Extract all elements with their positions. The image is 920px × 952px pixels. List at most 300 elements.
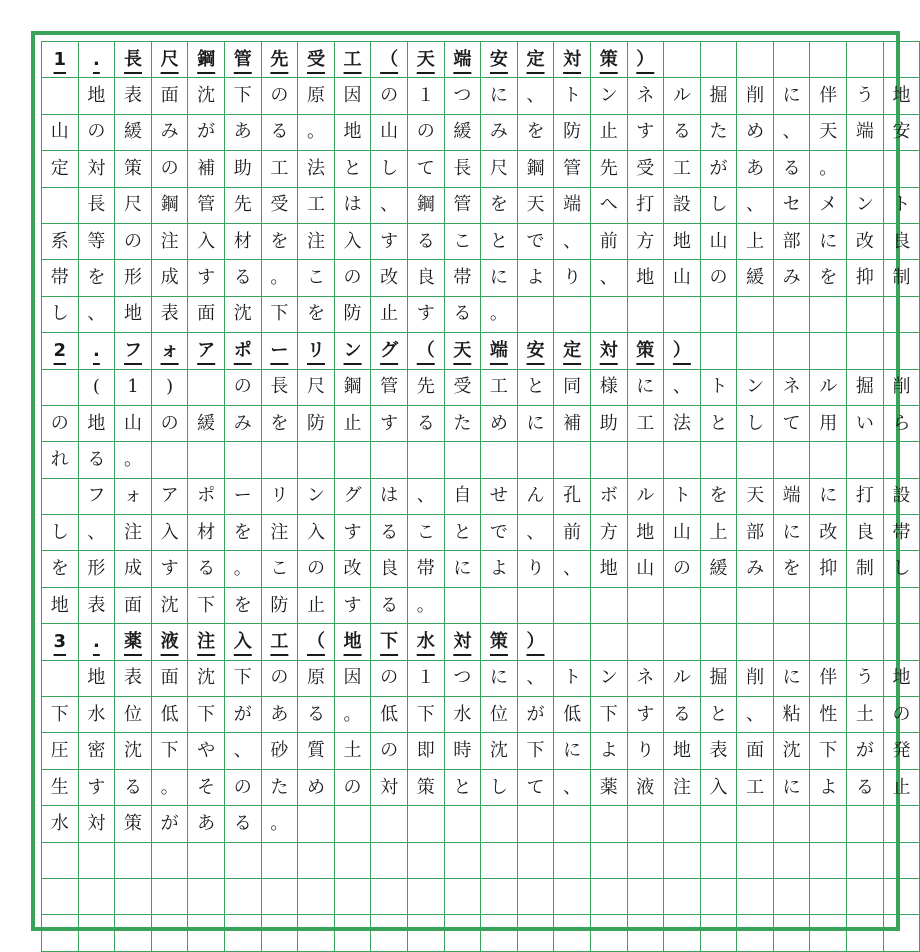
grid-cell: 鋼 [152, 188, 189, 224]
grid-cell: 制 [847, 551, 884, 587]
heading-cell: 1 [42, 42, 79, 78]
grid-cell [335, 806, 372, 842]
grid-cell: 鋼 [518, 151, 555, 187]
grid-cell: 上 [701, 515, 738, 551]
grid-cell: 。 [152, 770, 189, 806]
grid-cell: 良 [847, 515, 884, 551]
grid-cell: す [79, 770, 116, 806]
grid-cell: 止 [298, 588, 335, 624]
grid-cell [810, 442, 847, 478]
grid-cell: る [408, 406, 445, 442]
grid-cell [371, 442, 408, 478]
grid-cell [737, 879, 774, 915]
grid-cell [847, 915, 884, 951]
grid-cell: 策 [408, 770, 445, 806]
grid-cell [42, 915, 79, 951]
grid-cell: 長 [79, 188, 116, 224]
heading-cell [884, 42, 920, 78]
grid-cell: る [225, 806, 262, 842]
heading-cell: グ [371, 333, 408, 369]
grid-cell: し [701, 188, 738, 224]
grid-cell: 改 [847, 224, 884, 260]
grid-cell: 、 [371, 188, 408, 224]
grid-cell: に [774, 770, 811, 806]
grid-cell: 管 [554, 151, 591, 187]
grid-cell [664, 806, 701, 842]
grid-cell: ( [79, 370, 116, 406]
grid-cell: 防 [298, 406, 335, 442]
grid-cell: 沈 [115, 733, 152, 769]
manuscript-grid [41, 41, 920, 952]
grid-cell: 下 [188, 588, 225, 624]
grid-cell [554, 879, 591, 915]
grid-cell: 管 [371, 370, 408, 406]
grid-cell [298, 442, 335, 478]
heading-cell: 下 [371, 624, 408, 660]
grid-cell: 方 [591, 515, 628, 551]
heading-cell [701, 333, 738, 369]
grid-cell [42, 661, 79, 697]
grid-cell: 下 [42, 697, 79, 733]
grid-cell: が [847, 733, 884, 769]
grid-cell: し [42, 515, 79, 551]
grid-cell: ン [591, 661, 628, 697]
grid-cell: 防 [554, 115, 591, 151]
grid-cell: 面 [152, 78, 189, 114]
grid-cell: 掘 [701, 78, 738, 114]
grid-cell: 、 [554, 224, 591, 260]
grid-cell [774, 879, 811, 915]
grid-cell: 表 [115, 661, 152, 697]
grid-cell: に [445, 551, 482, 587]
grid-cell [518, 843, 555, 879]
grid-cell: 山 [701, 224, 738, 260]
grid-cell: よ [518, 260, 555, 296]
grid-cell [664, 843, 701, 879]
heading-cell [774, 333, 811, 369]
grid-cell [701, 915, 738, 951]
grid-cell: 、 [408, 479, 445, 515]
grid-cell: 入 [335, 224, 372, 260]
grid-cell [628, 297, 665, 333]
grid-cell [115, 843, 152, 879]
grid-cell [774, 843, 811, 879]
grid-cell [810, 806, 847, 842]
grid-cell: 先 [408, 370, 445, 406]
grid-cell: 良 [884, 224, 920, 260]
grid-cell: 薬 [591, 770, 628, 806]
grid-cell [445, 588, 482, 624]
grid-cell [152, 442, 189, 478]
grid-cell: 下 [408, 697, 445, 733]
grid-cell: 設 [664, 188, 701, 224]
grid-cell [701, 879, 738, 915]
grid-cell: し [371, 151, 408, 187]
grid-cell: れ [42, 442, 79, 478]
grid-cell: る [408, 224, 445, 260]
grid-cell: に [481, 260, 518, 296]
grid-cell: 策 [115, 806, 152, 842]
grid-cell: 。 [262, 260, 299, 296]
grid-cell: よ [810, 770, 847, 806]
grid-cell: の [884, 697, 920, 733]
grid-cell: み [481, 115, 518, 151]
grid-cell: に [810, 479, 847, 515]
grid-cell [408, 843, 445, 879]
grid-cell: た [262, 770, 299, 806]
heading-cell [847, 333, 884, 369]
grid-cell: 地 [79, 406, 116, 442]
grid-cell: の [335, 260, 372, 296]
grid-cell: た [701, 115, 738, 151]
grid-cell: と [335, 151, 372, 187]
grid-cell [774, 915, 811, 951]
grid-cell: は [335, 188, 372, 224]
grid-cell [225, 442, 262, 478]
heading-cell: 薬 [115, 624, 152, 660]
grid-cell: 鋼 [335, 370, 372, 406]
grid-cell: の [152, 406, 189, 442]
grid-cell: り [518, 551, 555, 587]
grid-cell: に [628, 370, 665, 406]
grid-cell [445, 442, 482, 478]
grid-cell: 先 [225, 188, 262, 224]
grid-cell: 帯 [884, 515, 920, 551]
grid-cell: の [408, 115, 445, 151]
grid-cell [42, 188, 79, 224]
grid-cell: あ [262, 697, 299, 733]
grid-cell: 原 [298, 78, 335, 114]
heading-cell: 工 [335, 42, 372, 78]
grid-cell [664, 442, 701, 478]
grid-cell: 因 [335, 661, 372, 697]
grid-cell [518, 588, 555, 624]
grid-cell: メ [810, 188, 847, 224]
grid-cell [335, 879, 372, 915]
grid-cell: 先 [591, 151, 628, 187]
grid-cell: 法 [298, 151, 335, 187]
grid-cell: そ [188, 770, 225, 806]
grid-cell: 低 [152, 697, 189, 733]
grid-cell: 管 [188, 188, 225, 224]
grid-cell: が [188, 115, 225, 151]
grid-cell [298, 806, 335, 842]
grid-cell: に [554, 733, 591, 769]
heading-cell: 3 [42, 624, 79, 660]
grid-cell [628, 843, 665, 879]
grid-cell [554, 297, 591, 333]
grid-cell [847, 151, 884, 187]
grid-cell: 受 [628, 151, 665, 187]
grid-cell: み [152, 115, 189, 151]
grid-cell [445, 915, 482, 951]
grid-cell: う [847, 661, 884, 697]
grid-cell: 定 [42, 151, 79, 187]
grid-cell [664, 297, 701, 333]
grid-cell: 受 [445, 370, 482, 406]
grid-cell [591, 879, 628, 915]
grid-cell: ル [664, 661, 701, 697]
grid-cell: 工 [628, 406, 665, 442]
grid-cell: 。 [408, 588, 445, 624]
heading-cell: 策 [628, 333, 665, 369]
grid-cell: 補 [188, 151, 225, 187]
grid-cell: 工 [664, 151, 701, 187]
grid-cell: の [664, 551, 701, 587]
grid-cell: う [847, 78, 884, 114]
grid-cell: 制 [884, 260, 920, 296]
grid-cell [554, 442, 591, 478]
heading-cell: フ [115, 333, 152, 369]
heading-cell: 2 [42, 333, 79, 369]
grid-cell: す [335, 515, 372, 551]
grid-cell: 表 [701, 733, 738, 769]
grid-cell: 、 [554, 770, 591, 806]
grid-cell: 用 [810, 406, 847, 442]
grid-cell [774, 588, 811, 624]
grid-cell: 止 [335, 406, 372, 442]
grid-cell: 沈 [481, 733, 518, 769]
grid-cell: の [79, 115, 116, 151]
grid-cell: に [481, 661, 518, 697]
grid-cell [628, 879, 665, 915]
grid-cell: 山 [371, 115, 408, 151]
grid-cell: 緩 [737, 260, 774, 296]
grid-cell [884, 915, 920, 951]
grid-cell [737, 915, 774, 951]
grid-cell: ル [664, 78, 701, 114]
grid-cell: 部 [737, 515, 774, 551]
grid-cell: み [225, 406, 262, 442]
grid-cell: 系 [42, 224, 79, 260]
grid-cell: 山 [664, 515, 701, 551]
grid-cell: 面 [737, 733, 774, 769]
grid-cell: 成 [152, 260, 189, 296]
grid-cell [481, 879, 518, 915]
grid-cell: を [262, 224, 299, 260]
grid-cell: 地 [42, 588, 79, 624]
grid-cell [188, 879, 225, 915]
grid-cell: が [701, 151, 738, 187]
grid-cell [810, 843, 847, 879]
grid-cell: 下 [225, 78, 262, 114]
heading-cell: 地 [335, 624, 372, 660]
grid-cell: 帯 [408, 551, 445, 587]
grid-cell: 水 [445, 697, 482, 733]
grid-cell: す [152, 551, 189, 587]
heading-cell [774, 624, 811, 660]
heading-cell: 天 [408, 42, 445, 78]
grid-cell: 良 [371, 551, 408, 587]
grid-cell [628, 806, 665, 842]
grid-cell: ル [810, 370, 847, 406]
grid-cell: 伴 [810, 661, 847, 697]
grid-cell: セ [774, 188, 811, 224]
grid-cell: 工 [481, 370, 518, 406]
grid-cell: 工 [737, 770, 774, 806]
grid-cell [628, 442, 665, 478]
grid-cell [371, 806, 408, 842]
grid-cell [701, 297, 738, 333]
grid-cell: 低 [554, 697, 591, 733]
grid-cell: る [115, 770, 152, 806]
grid-cell: 打 [628, 188, 665, 224]
grid-cell: 管 [445, 188, 482, 224]
grid-cell: て [408, 151, 445, 187]
grid-cell [884, 806, 920, 842]
grid-cell: に [774, 78, 811, 114]
grid-cell: る [298, 697, 335, 733]
grid-cell: 天 [810, 115, 847, 151]
grid-cell: 防 [335, 297, 372, 333]
grid-cell: 助 [225, 151, 262, 187]
heading-cell: リ [298, 333, 335, 369]
grid-cell [737, 843, 774, 879]
grid-cell: る [262, 115, 299, 151]
grid-cell [262, 442, 299, 478]
heading-cell [737, 333, 774, 369]
grid-cell: １ [408, 78, 445, 114]
grid-cell: ら [884, 406, 920, 442]
grid-cell: ボ [591, 479, 628, 515]
grid-cell: 長 [262, 370, 299, 406]
grid-cell: 、 [225, 733, 262, 769]
grid-cell [774, 297, 811, 333]
grid-cell: 緩 [701, 551, 738, 587]
grid-cell: を [481, 188, 518, 224]
grid-cell: 削 [737, 78, 774, 114]
grid-cell: 帯 [42, 260, 79, 296]
grid-cell: 防 [262, 588, 299, 624]
grid-cell [481, 806, 518, 842]
grid-cell: 面 [152, 661, 189, 697]
grid-cell: 対 [371, 770, 408, 806]
grid-cell: 端 [554, 188, 591, 224]
grid-cell: 地 [628, 260, 665, 296]
grid-cell: グ [335, 479, 372, 515]
grid-cell: し [884, 551, 920, 587]
grid-cell: 帯 [445, 260, 482, 296]
grid-cell: リ [262, 479, 299, 515]
grid-cell: り [628, 733, 665, 769]
grid-cell: が [518, 697, 555, 733]
grid-cell: す [188, 260, 225, 296]
grid-cell: す [371, 406, 408, 442]
heading-cell [737, 42, 774, 78]
grid-cell: ト [554, 661, 591, 697]
grid-cell: 入 [298, 515, 335, 551]
grid-cell: 。 [262, 806, 299, 842]
grid-cell: る [371, 588, 408, 624]
grid-cell [408, 915, 445, 951]
grid-cell: の [115, 224, 152, 260]
grid-cell: 地 [664, 733, 701, 769]
grid-cell [371, 843, 408, 879]
grid-cell: こ [445, 224, 482, 260]
heading-cell: ア [188, 333, 225, 369]
grid-cell: ォ [115, 479, 152, 515]
grid-cell [225, 915, 262, 951]
grid-cell: 法 [664, 406, 701, 442]
grid-cell: 緩 [445, 115, 482, 151]
heading-cell [701, 624, 738, 660]
grid-cell: 改 [371, 260, 408, 296]
grid-cell: 注 [298, 224, 335, 260]
grid-cell: を [701, 479, 738, 515]
grid-cell: 形 [79, 551, 116, 587]
grid-cell: 削 [737, 661, 774, 697]
heading-cell: 端 [481, 333, 518, 369]
grid-cell: 沈 [188, 661, 225, 697]
grid-cell: 。 [115, 442, 152, 478]
grid-cell [628, 915, 665, 951]
heading-cell: （ [408, 333, 445, 369]
grid-cell: 、 [518, 661, 555, 697]
grid-cell: 生 [42, 770, 79, 806]
grid-cell [774, 806, 811, 842]
grid-cell: 入 [701, 770, 738, 806]
grid-cell: 掘 [701, 661, 738, 697]
grid-cell: 改 [335, 551, 372, 587]
heading-cell: ー [262, 333, 299, 369]
grid-cell: 下 [591, 697, 628, 733]
grid-cell: 尺 [115, 188, 152, 224]
grid-cell: へ [591, 188, 628, 224]
grid-cell: に [518, 406, 555, 442]
grid-cell [701, 843, 738, 879]
grid-cell: る [445, 297, 482, 333]
grid-cell: 止 [591, 115, 628, 151]
grid-cell [847, 879, 884, 915]
grid-cell: み [737, 551, 774, 587]
grid-cell: 地 [628, 515, 665, 551]
grid-cell: つ [445, 661, 482, 697]
grid-cell: 注 [664, 770, 701, 806]
grid-cell: こ [408, 515, 445, 551]
grid-cell: を [225, 515, 262, 551]
grid-cell: ト [701, 370, 738, 406]
grid-cell: 因 [335, 78, 372, 114]
grid-cell: す [628, 115, 665, 151]
grid-cell [737, 588, 774, 624]
grid-cell: 前 [554, 515, 591, 551]
grid-cell: 工 [298, 188, 335, 224]
grid-cell: 液 [628, 770, 665, 806]
grid-cell: る [225, 260, 262, 296]
grid-cell: 助 [591, 406, 628, 442]
grid-cell: 注 [262, 515, 299, 551]
grid-cell: 材 [225, 224, 262, 260]
grid-cell: 、 [774, 115, 811, 151]
grid-cell [847, 442, 884, 478]
grid-cell: 下 [188, 697, 225, 733]
grid-cell: し [481, 770, 518, 806]
heading-cell: ン [335, 333, 372, 369]
grid-cell: 前 [591, 224, 628, 260]
grid-cell: ン [591, 78, 628, 114]
heading-cell [810, 42, 847, 78]
grid-cell: 性 [810, 697, 847, 733]
grid-cell: て [518, 770, 555, 806]
heading-cell: 定 [554, 333, 591, 369]
grid-cell: ネ [628, 661, 665, 697]
grid-cell: 補 [554, 406, 591, 442]
grid-cell: 工 [262, 151, 299, 187]
grid-cell: 地 [664, 224, 701, 260]
grid-cell [445, 806, 482, 842]
grid-cell: 山 [628, 551, 665, 587]
grid-cell: 鋼 [408, 188, 445, 224]
